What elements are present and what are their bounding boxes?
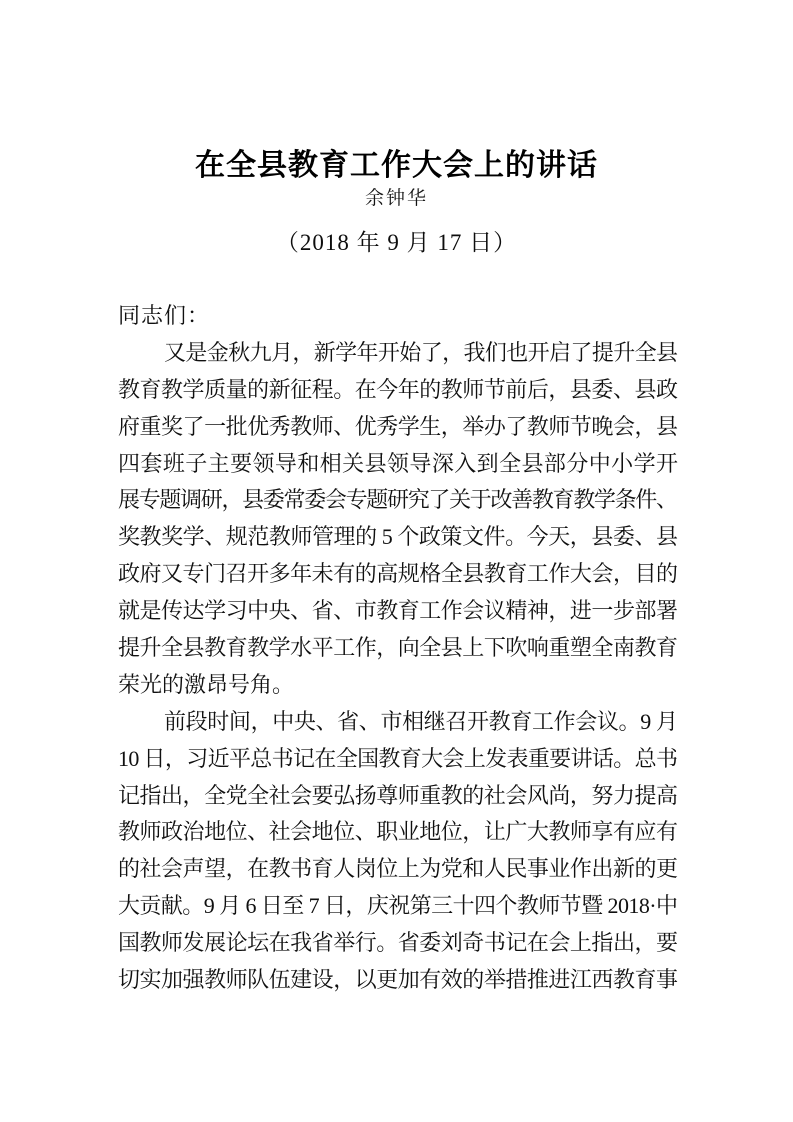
line-text: 大贡献。9 月 6 日至 7 日，庆祝第三十四个教师节暨 2018·中 (118, 893, 678, 919)
paragraph-line (118, 446, 678, 483)
paragraph-line (118, 593, 678, 630)
paragraph-line (118, 814, 678, 851)
line-text: 教师政治地位、社会地位、职业地位，让广大教师享有应有 (118, 819, 678, 845)
paragraph-line (118, 704, 678, 741)
line-text: 就是传达学习中央、省、市教育工作会议精神，进一步部署 (118, 598, 678, 624)
line-text: 记指出，全党全社会要弘扬尊师重教的社会风尚，努力提高 (118, 782, 678, 808)
paragraph-line (118, 482, 678, 519)
document-author: 余钟华 (364, 188, 428, 209)
line-text: 四套班子主要领导和相关县领导深入到全县部分中小学开 (118, 450, 679, 476)
page-title: 在全县教育工作大会上的讲话 (195, 149, 598, 183)
paragraph-line (118, 630, 678, 667)
line-text: 展专题调研，县委常委会专题研究了关于改善教育教学条件、 (118, 487, 677, 513)
document-date: （2018 年 9 月 17 日） (275, 230, 518, 255)
line-text: 奖教奖学、规范教师管理的 5 个政策文件。今天，县委、县 (118, 524, 678, 550)
document-body (118, 298, 678, 999)
line-text: 府重奖了一批优秀教师、优秀学生，举办了教师节晚会，县 (118, 413, 678, 439)
paragraph-line: 荣光的激昂号角。 (118, 671, 295, 697)
line-text: 政府又专门召开多年未有的高规格全县教育工作大会，目的 (118, 561, 678, 587)
line-text: 10 日，习近平总书记在全国教育大会上发表重要讲话。总书 (118, 745, 678, 771)
line-text: 教育教学质量的新征程。在今年的教师节前后，县委、县政 (118, 376, 678, 402)
paragraph-line (118, 778, 678, 815)
line-text: 又是金秋九月，新学年开始了，我们也开启了提升全县 (164, 339, 678, 365)
line-text: 切实加强教师队伍建设，以更加有效的举措推进江西教育事 (118, 967, 678, 993)
paragraph-line (118, 851, 678, 888)
paragraph-line (118, 372, 678, 409)
paragraph-line (118, 888, 678, 925)
paragraph-line (118, 741, 678, 778)
line-text: 前段时间，中央、省、市相继召开教育工作会议。9 月 (164, 708, 678, 734)
paragraph-line (118, 335, 678, 372)
line-text: 国教师发展论坛在我省举行。省委刘奇书记在会上指出，要 (118, 930, 678, 956)
paragraph-line (118, 962, 678, 999)
line-text: 的社会声望，在教书育人岗位上为党和人民事业作出新的更 (118, 856, 678, 882)
paragraph-line (118, 409, 678, 446)
salutation: 同志们： (118, 303, 211, 328)
line-text: 提升全县教育教学水平工作，向全县上下吹响重塑全南教育 (118, 635, 678, 661)
paragraph-line (118, 925, 678, 962)
paragraph-line (118, 519, 678, 556)
paragraph-line (118, 556, 678, 593)
